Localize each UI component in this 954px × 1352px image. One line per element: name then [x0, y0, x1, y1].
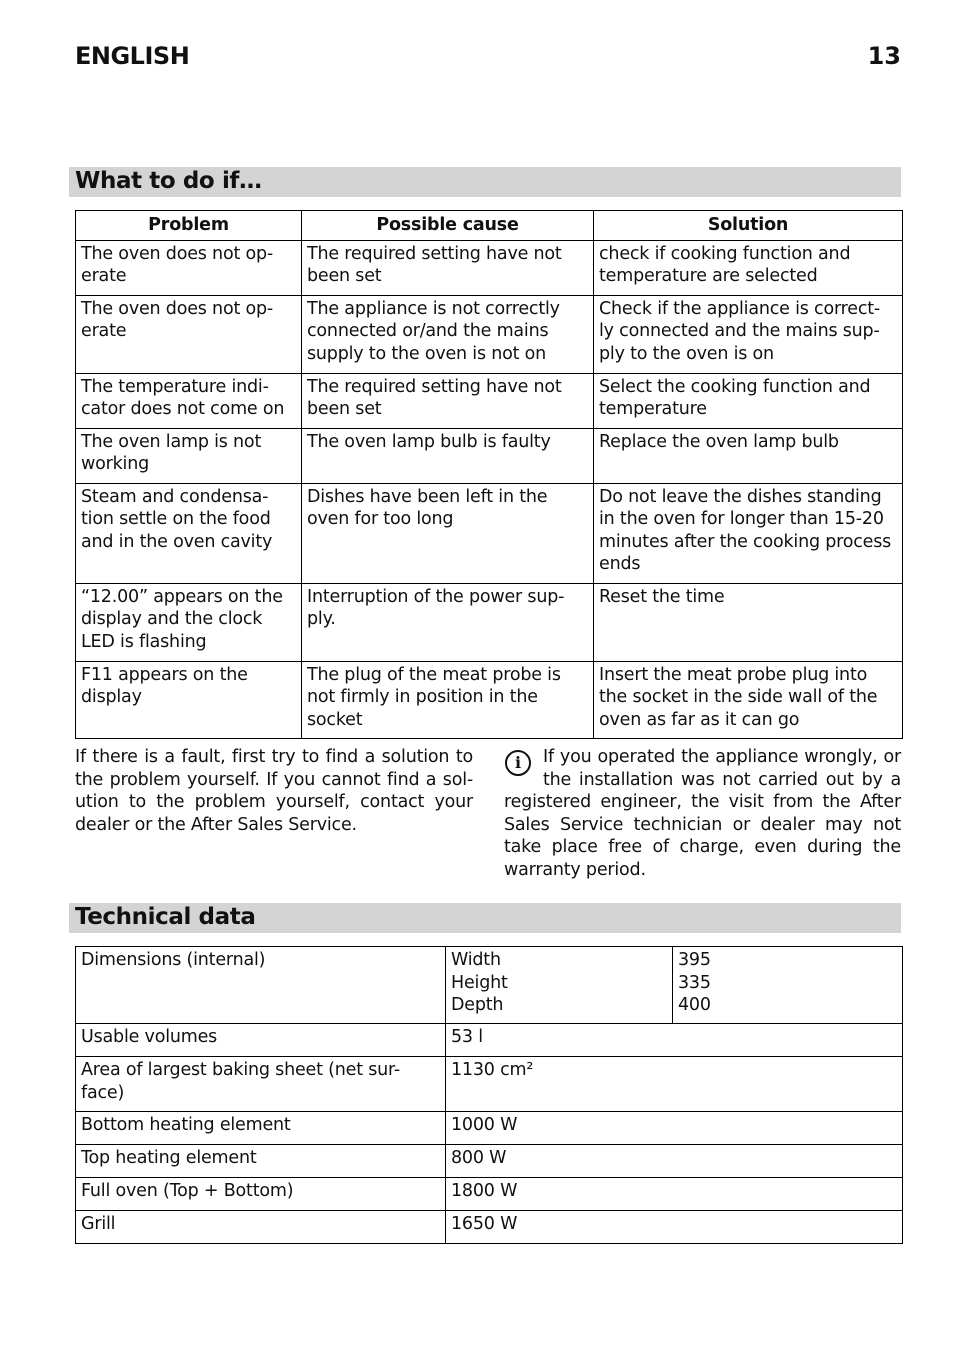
table-row	[76, 1024, 903, 1057]
table-row	[76, 1211, 903, 1244]
problem-cell: Steam and condensa- tion settle on the food and in the oven cavity	[76, 483, 302, 583]
solution-cell: Check if the appliance is correct- ly connected and the mains sup- ply to the oven is on	[594, 295, 903, 373]
warranty-note	[504, 746, 901, 881]
spec-label: Dimensions (internal)	[76, 947, 446, 1024]
solution-cell: Select the cooking function and temperature	[594, 373, 903, 428]
table-row	[76, 661, 903, 738]
cause-cell: The appliance is not correctly connected or/and the mains supply to the oven is not on	[302, 295, 594, 373]
technical-data-table	[75, 946, 903, 1244]
column-header-solution: Solution	[594, 211, 903, 241]
spec-value: 1130 cm²	[446, 1057, 903, 1112]
spec-value: 1000 W	[446, 1112, 903, 1145]
table-row	[76, 1057, 903, 1112]
problem-cell: The oven does not op- erate	[76, 240, 302, 295]
section-title-what-to-do: What to do if…	[69, 167, 901, 197]
solution-cell: check if cooking function and temperature are selected	[594, 240, 903, 295]
problem-cell: The temperature indi- cator does not come on	[76, 373, 302, 428]
problem-cell: The oven does not op- erate	[76, 295, 302, 373]
fault-note: If there is a fault, first try to find a solution to the problem yourself. If you cannot find a sol-ution to the problem yourself, contact your dealer or the After Sales Service.	[75, 747, 473, 835]
cause-cell: Dishes have been left in the oven for too long	[302, 483, 594, 583]
problem-cell: “12.00” appears on the display and the clock LED is flashing	[76, 583, 302, 661]
cause-cell: The required setting have not been set	[302, 240, 594, 295]
table-row	[76, 373, 903, 428]
spec-value: 1650 W	[446, 1211, 903, 1244]
column-header-cause: Possible cause	[302, 211, 594, 241]
page-number: 13	[867, 42, 901, 70]
spec-label: Usable volumes	[76, 1024, 446, 1057]
dimension-values: 395 335 400	[673, 947, 903, 1024]
table-row	[76, 1145, 903, 1178]
spec-value: 1800 W	[446, 1178, 903, 1211]
solution-cell: Insert the meat probe plug into the socket in the side wall of the oven as far as it can go	[594, 661, 903, 738]
cause-cell: The plug of the meat probe is not firmly in position in the socket	[302, 661, 594, 738]
table-row	[76, 947, 903, 1024]
table-row	[76, 295, 903, 373]
info-icon: i	[505, 750, 531, 776]
table-row	[76, 483, 903, 583]
cause-cell: Interruption of the power sup- ply.	[302, 583, 594, 661]
spec-label: Top heating element	[76, 1145, 446, 1178]
table-row	[76, 1112, 903, 1145]
column-header-problem: Problem	[76, 211, 302, 241]
cause-cell: The required setting have not been set	[302, 373, 594, 428]
spec-label: Full oven (Top + Bottom)	[76, 1178, 446, 1211]
spec-value: 53 l	[446, 1024, 903, 1057]
spec-value: 800 W	[446, 1145, 903, 1178]
dimension-names: Width Height Depth	[446, 947, 673, 1024]
table-row	[76, 428, 903, 483]
table-row	[76, 1178, 903, 1211]
solution-cell: Reset the time	[594, 583, 903, 661]
warranty-note-text: If you operated the appliance wrongly, or the installation was not carried out by a registered engineer, the visit from the After Sales Service technician or dealer may not take place free of charge, even during the warranty period.	[504, 747, 901, 880]
spec-label: Grill	[76, 1211, 446, 1244]
spec-label: Bottom heating element	[76, 1112, 446, 1145]
table-row	[76, 583, 903, 661]
spec-label: Area of largest baking sheet (net sur- face)	[76, 1057, 446, 1112]
table-header-row	[76, 211, 903, 241]
table-row	[76, 240, 903, 295]
section-title-technical-data: Technical data	[69, 903, 901, 933]
problem-cell: F11 appears on the display	[76, 661, 302, 738]
solution-cell: Replace the oven lamp bulb	[594, 428, 903, 483]
problem-cell: The oven lamp is not working	[76, 428, 302, 483]
language-header: ENGLISH	[75, 42, 190, 70]
cause-cell: The oven lamp bulb is faulty	[302, 428, 594, 483]
troubleshooting-table	[75, 210, 903, 739]
solution-cell: Do not leave the dishes standing in the oven for longer than 15-20 minutes after the cooking process ends	[594, 483, 903, 583]
